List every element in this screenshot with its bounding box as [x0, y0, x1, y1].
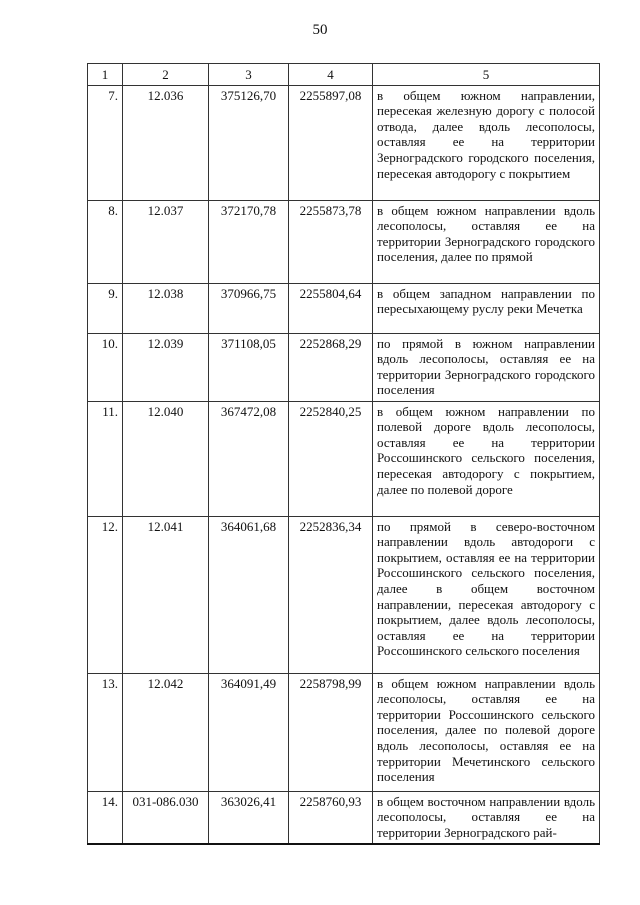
route-description: в общем южном направлении вдоль лесополосы, оставляя ее на территории Зерноградского городского поселения, далее по прямой [373, 200, 600, 283]
row-number: 10. [88, 333, 123, 401]
coordinate-y: 2252868,29 [289, 333, 373, 401]
header-col-3: 3 [209, 64, 289, 86]
point-id: 12.036 [123, 85, 209, 200]
route-description: в общем южном направлении по полевой дороге вдоль лесополосы, оставляя ее на территории Россошинского сельского поселения, пересекая автодорогу с покрытием, далее по полевой дороге [373, 401, 600, 516]
header-col-1: 1 [88, 64, 123, 86]
coordinate-y: 2258760,93 [289, 791, 373, 844]
table-row [88, 333, 600, 401]
route-description: в общем южном направлении, пересекая железную дорогу с полосой отвода, далее вдоль лесополосы, оставляя ее на территории Зерноградского городского поселения, пересекая автодорогу с покрытием [373, 85, 600, 200]
table-row [88, 516, 600, 673]
coordinate-y: 2255804,64 [289, 283, 373, 333]
header-col-2: 2 [123, 64, 209, 86]
table-row [88, 791, 600, 844]
table-row [88, 200, 600, 283]
row-number: 7. [88, 85, 123, 200]
route-description: по прямой в северо-восточном направлении вдоль автодороги с покрытием, оставляя ее на территории Россошинского сельского поселения, далее в общем восточном направлении, пересекая автодорогу с покрытием, далее вдоль лесополосы, оставляя ее на территории Россошинского сельского поселения [373, 516, 600, 673]
row-number: 13. [88, 673, 123, 791]
table-row [88, 673, 600, 791]
coordinate-y: 2252840,25 [289, 401, 373, 516]
row-number: 12. [88, 516, 123, 673]
coordinate-x: 367472,08 [209, 401, 289, 516]
coordinate-x: 364061,68 [209, 516, 289, 673]
route-description: в общем южном направлении вдоль лесополосы, оставляя ее на территории Россошинского сельского поселения, далее по полевой дороге вдоль лесополосы, оставляя ее на территории Мечетинского сельского поселения [373, 673, 600, 791]
table-row [88, 85, 600, 200]
point-id: 12.038 [123, 283, 209, 333]
point-id: 12.037 [123, 200, 209, 283]
page-number: 50 [312, 22, 328, 38]
point-id: 12.042 [123, 673, 209, 791]
row-number: 11. [88, 401, 123, 516]
coordinate-x: 375126,70 [209, 85, 289, 200]
coordinate-y: 2255897,08 [289, 85, 373, 200]
row-number: 14. [88, 791, 123, 844]
table-header-row [88, 64, 600, 86]
header-col-4: 4 [289, 64, 373, 86]
table-row [88, 401, 600, 516]
header-col-5: 5 [373, 64, 600, 86]
boundary-points-table [87, 63, 600, 845]
coordinate-y: 2258798,99 [289, 673, 373, 791]
coordinate-x: 364091,49 [209, 673, 289, 791]
coordinate-x: 371108,05 [209, 333, 289, 401]
point-id: 12.041 [123, 516, 209, 673]
coordinate-y: 2252836,34 [289, 516, 373, 673]
coordinate-x: 370966,75 [209, 283, 289, 333]
row-number: 8. [88, 200, 123, 283]
route-description: в общем восточном направлении вдоль лесополосы, оставляя ее на территории Зерноградского рай- [373, 791, 600, 844]
route-description: в общем западном направлении по пересыхающему руслу реки Мечетка [373, 283, 600, 333]
row-number: 9. [88, 283, 123, 333]
point-id: 12.040 [123, 401, 209, 516]
coordinate-x: 363026,41 [209, 791, 289, 844]
table-row [88, 283, 600, 333]
route-description: по прямой в южном направлении вдоль лесополосы, оставляя ее на территории Зерноградского городского поселения [373, 333, 600, 401]
coordinate-x: 372170,78 [209, 200, 289, 283]
point-id: 031-086.030 [123, 791, 209, 844]
point-id: 12.039 [123, 333, 209, 401]
coordinate-y: 2255873,78 [289, 200, 373, 283]
